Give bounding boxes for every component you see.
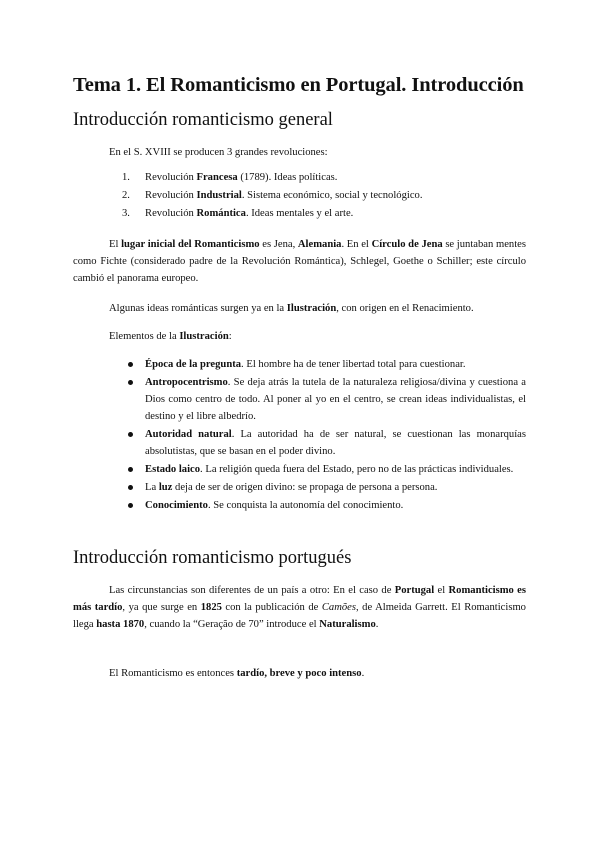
text-run: , cuando la “Geração de 70” introduce el xyxy=(144,619,320,630)
elements-label xyxy=(73,328,526,345)
bold-run: hasta 1870 xyxy=(96,619,145,630)
list-number: 1. xyxy=(122,172,130,183)
text-run: Algunas ideas románticas surgen ya en la xyxy=(109,303,287,314)
list-text: . Ideas mentales y el arte. xyxy=(245,208,354,219)
text-run: : xyxy=(228,331,232,342)
text-run: , con origen en el Renacimiento. xyxy=(336,303,474,314)
text-run: El xyxy=(109,239,122,250)
list-item xyxy=(127,426,526,460)
text-run: con la publicación de xyxy=(221,602,322,613)
text-run: . Se deja atrás la tutela de la naturaleza religiosa/divina y cuestiona a Dios como centro de todo. Al poner al yo en el centro, se crean ideas individualistas, el destino y el libre albedrío. xyxy=(145,377,526,422)
text-run: . El hombre ha de tener libertad total para cuestionar. xyxy=(241,359,466,370)
bold-run: Ilustración xyxy=(286,303,337,314)
text-run: . En el xyxy=(341,239,372,250)
section-heading-portugues: Introducción romanticismo portugués xyxy=(73,548,352,568)
list-bold: Francesa xyxy=(196,172,238,183)
bold-run: Conocimiento xyxy=(145,500,208,511)
text-run: El Romanticismo es entonces xyxy=(109,668,237,679)
list-item xyxy=(122,169,422,187)
text-run: es Jena, xyxy=(259,239,298,250)
italic-run: Camões xyxy=(321,602,356,613)
bold-run: Portugal xyxy=(394,585,435,596)
revolutions-intro: En el S. XVIII se producen 3 grandes revoluciones: xyxy=(109,147,328,158)
bullet-dot-icon xyxy=(128,467,133,472)
text-run: , ya que surge en xyxy=(122,602,201,613)
list-item xyxy=(127,479,526,496)
list-text: . Sistema económico, social y tecnológico. xyxy=(241,190,423,201)
bold-run: Naturalismo xyxy=(319,619,376,630)
list-text: Revolución xyxy=(145,208,197,219)
text-run: . xyxy=(375,619,379,630)
text-run: . Se conquista la autonomía del conocimiento. xyxy=(207,500,404,511)
list-item xyxy=(122,187,422,205)
revolutions-list xyxy=(122,169,422,223)
text-run: . La autoridad ha de ser natural, se cuestionan las monarquías absolutistas, que se basan en el poder divino. xyxy=(145,429,526,457)
bold-run: Ilustración xyxy=(179,331,229,342)
bold-run: Círculo de Jena xyxy=(371,239,443,250)
ilustracion-bullets xyxy=(127,356,526,515)
list-item xyxy=(122,205,422,223)
list-text: Revolución xyxy=(145,172,197,183)
bullet-dot-icon xyxy=(128,485,133,490)
bold-run: Estado laico xyxy=(145,464,201,475)
text-run: Las circunstancias son diferentes de un país a otro: En el caso de xyxy=(109,585,395,596)
bold-run: Autoridad natural xyxy=(145,429,232,440)
section-heading-general: Introducción romanticismo general xyxy=(73,110,333,130)
list-item xyxy=(127,461,526,478)
list-item xyxy=(127,497,526,514)
text-run: Elementos de la xyxy=(109,331,180,342)
list-text: (1789). Ideas políticas. xyxy=(237,172,338,183)
list-bold: Romántica xyxy=(196,208,246,219)
bold-run: Antropocentrismo xyxy=(145,377,228,388)
text-run: , de Almeida Garrett. El Romanticismo llega xyxy=(73,602,526,630)
bullet-dot-icon xyxy=(128,362,133,367)
list-item xyxy=(127,356,526,373)
text-run: se juntaban mentes como Fichte (considerado padre de la Revolución Romántica), Schlegel, Goethe o Schiller; este círculo cambió el panorama europeo. xyxy=(73,239,526,284)
list-item xyxy=(127,374,526,425)
list-number: 3. xyxy=(122,208,130,219)
bold-run: tardío, breve y poco intenso xyxy=(236,668,362,679)
bold-run: Romanticismo es más tardío xyxy=(73,585,526,613)
paragraph-portugal xyxy=(73,582,526,633)
page-title: Tema 1. El Romanticismo en Portugal. Introducción xyxy=(73,74,524,96)
paragraph-conclusion xyxy=(73,665,526,682)
bold-run: Alemania xyxy=(297,239,342,250)
text-run: el xyxy=(434,585,449,596)
bullet-dot-icon xyxy=(128,503,133,508)
list-bold: Industrial xyxy=(196,190,242,201)
text-run: . La religión queda fuera del Estado, pero no de las prácticas individuales. xyxy=(200,464,514,475)
bold-run: Época de la pregunta xyxy=(145,359,242,370)
paragraph-ilustracion xyxy=(73,300,526,317)
bold-run: luz xyxy=(158,482,173,493)
text-run: deja de ser de origen divino: se propaga de persona a persona. xyxy=(172,482,438,493)
bold-run: lugar inicial del Romanticismo xyxy=(121,239,260,250)
bullet-dot-icon xyxy=(128,380,133,385)
list-number: 2. xyxy=(122,190,130,201)
list-text: Revolución xyxy=(145,190,197,201)
bullet-dot-icon xyxy=(128,432,133,437)
bold-run: 1825 xyxy=(200,602,222,613)
paragraph-jena xyxy=(73,236,526,287)
text-run: . xyxy=(361,668,365,679)
text-run: La xyxy=(145,482,159,493)
